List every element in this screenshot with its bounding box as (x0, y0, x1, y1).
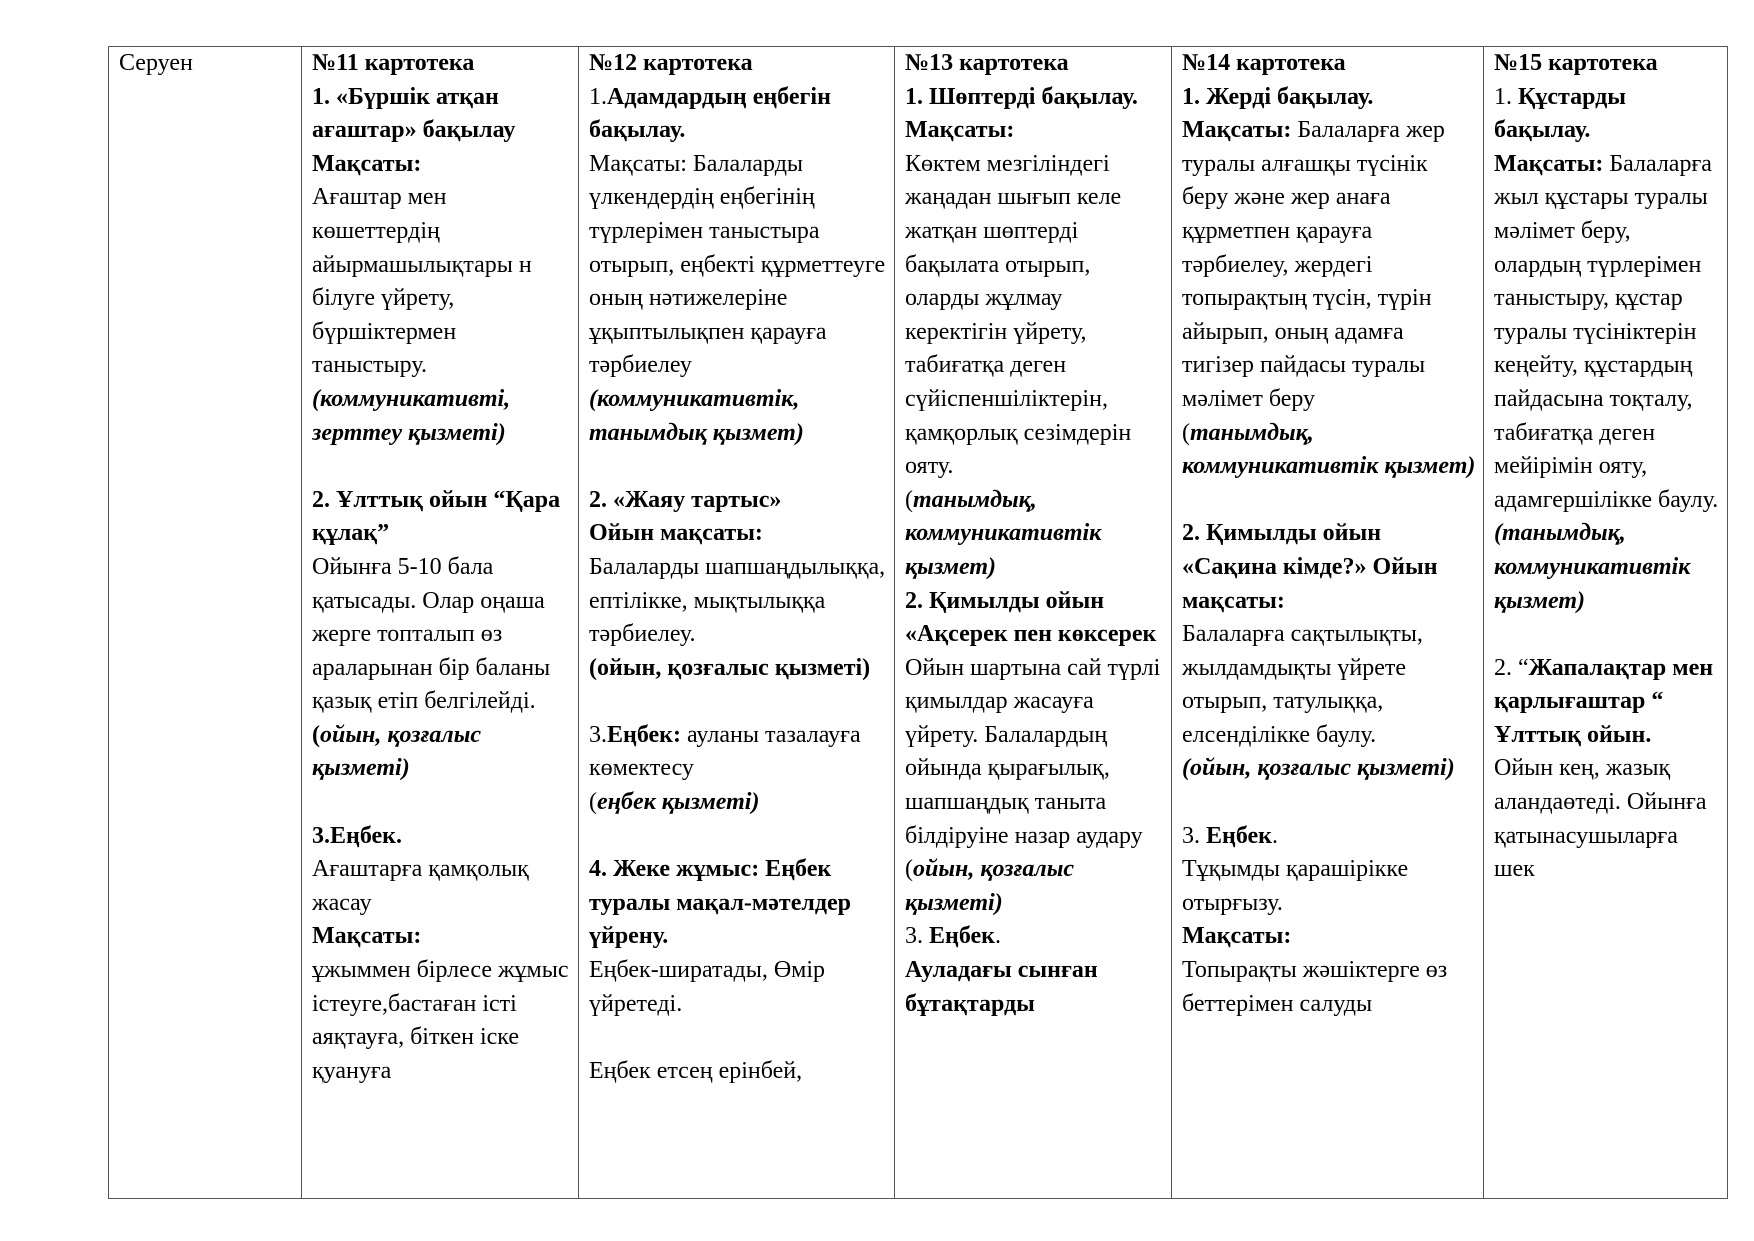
card-11-work-text: Ағаштарға қамқолық жасау (312, 856, 529, 916)
card-14-game-title: 2. Қимылды ойын «Сақина кімде?» Ойын мақсаты: (1182, 520, 1438, 614)
card-12-cell (579, 47, 895, 1199)
card-13-title: №13 картотека (905, 50, 1069, 76)
card-11-title: №11 картотека (312, 50, 475, 76)
card-14-work: 3. Еңбек. (1182, 822, 1278, 849)
card-14-work-goal-label: Мақсаты: (1182, 923, 1292, 950)
card-13-work-text: Ауладағы сынған бұтақтарды (905, 957, 1098, 1017)
card-11-game-text: Ойынға 5-10 бала қатысады. Олар оңаша жерге топталып өз араларынан бір баланы қазық етіп белгілейді. (312, 553, 551, 715)
card-14-observation: 1. Жерді бақылау. (1182, 83, 1374, 110)
card-11-game-title: 2. Ұлттық ойын “Қара құлақ” (312, 486, 561, 547)
card-13-game-text: Ойын шартына сай түрлі қимылдар жасауға үйрету. Балалардың ойында қырағылық, шапшаңдық танытa білдіруіне назар аудару (905, 654, 1161, 849)
card-13-work: 3. Еңбек. (905, 923, 1001, 950)
table-row (109, 47, 1728, 1199)
card-13-game-activity: (ойын, қозғалыс қызметі) (905, 856, 1075, 916)
card-12-individual-work: 4. Жеке жұмыс: Еңбек туралы мақал-мәтелдер үйрену. (589, 856, 851, 950)
card-14-game-text: Балаларға сақтылықты, жылдамдықты үйрете отырып, татулыққа, елсенділікке баулу. (1182, 621, 1423, 748)
row-label: Серуен (119, 50, 193, 76)
schedule-table (108, 46, 1728, 1199)
card-11-activity: (коммуникативті, зерттеу қызметі) (312, 385, 511, 446)
card-15-game: 2. “Жапалақтар мен қарлығаштар “ Ұлттық ойын. (1494, 654, 1714, 748)
card-11-goal-text: Ағаштар мен көшеттердің айырмашылықтары н білуге үйрету, бүршіктермен таныстыру. (312, 184, 532, 379)
card-11-game-activity: (ойын, қозғалыс қызметі) (312, 721, 482, 782)
card-14-work-goal-text: Топырақты жәшіктерге өз беттерімен салуды (1182, 957, 1448, 1017)
card-15-title: №15 картотека (1494, 50, 1658, 76)
card-14-work-text: Тұқымды қарашірікке отырғызу. (1182, 856, 1409, 916)
card-12-goal: Мақсаты: Балаларды үлкендердің еңбегінің түрлерімен таныстыра отырып, еңбекті құрметтеуге оның нәтижелеріне ұқыптылықпен қарауға тәрбиелеу (589, 150, 886, 379)
card-14-cell (1172, 47, 1484, 1199)
card-12-game-activity: (ойын, қозғалыс қызметі) (589, 654, 871, 681)
card-12-game-goal-text: Балаларды шапшаңдылыққа, ептілікке, мықтылыққа тәрбиелеу. (589, 553, 886, 648)
card-14-activity: (танымдық, коммуникативтік қызмет) (1182, 419, 1476, 480)
card-13-goal-label: Мақсаты: (905, 117, 1015, 144)
card-13-game-title: 2. Қимылды ойын «Ақсерек пен көксерек (905, 587, 1157, 648)
card-15-observation: 1. Құстарды бақылау. (1494, 83, 1627, 144)
card-12-game-title: 2. «Жаяу тартыс» (589, 486, 782, 513)
card-13-cell (895, 47, 1172, 1199)
card-15-game-text: Ойын кең, жазық аландаөтеді. Ойынға қатынасушыларға шек (1494, 755, 1707, 883)
card-12-work-activity: (еңбек қызметі) (589, 789, 760, 816)
row-label-cell (109, 47, 302, 1199)
card-15-goal: Мақсаты: Балаларға жыл құстары туралы мәлімет беру, олардың түрлерімен таныстыру, құстар туралы түсініктерін кеңейту, құстардың пайдасына тоқталу, табиғатқа деген мейірімін ояту, адамгершілікке баулу. (1494, 150, 1719, 513)
card-15-activity: (танымдық, коммуникативтік қызмет) (1494, 520, 1691, 614)
card-12-title: №12 картотека (589, 50, 753, 76)
card-12-observation: 1.Адамдардың еңбегін бақылау. (589, 83, 831, 144)
card-13-goal-text: Көктем мезгіліндегі жаңадан шығып келе жатқан шөптерді бақылата отырып, оларды жұлмау керектігін үйрету, табиғатқа деген сүйіспеншіліктерін, қамқорлық сезімдерін ояту. (905, 150, 1132, 480)
card-11-work-title: 3.Еңбек. (312, 822, 402, 849)
card-13-activity: (танымдық, коммуникативтік қызмет) (905, 486, 1102, 580)
card-13-observation: 1. Шөптерді бақылау. (905, 83, 1138, 110)
card-12-activity: (коммуникативтік, танымдық қызмет) (589, 385, 804, 446)
card-12-game-goal-label: Ойын мақсаты: (589, 520, 763, 547)
card-11-cell (302, 47, 579, 1199)
card-14-game-activity: (ойын, қозғалыс қызметі) (1182, 755, 1455, 782)
card-14-title: №14 картотека (1182, 50, 1346, 76)
card-11-work-goal-text: ұжыммен бірлесе жұмыс істеуге,бастаған істі аяқтауға, біткен іске қуануға (312, 957, 569, 1084)
card-12-work: 3.Еңбек: ауланы тазалауға көмектесу (589, 721, 861, 782)
card-14-goal: Мақсаты: Балаларға жер туралы алғашқы түсінік беру және жер анаға құрметпен қарауға тәрбиелеу, жердегі топырақтың түсін, түрін айырып, оның адамға тигізер пайдасы туралы мәлімет беру (1182, 117, 1445, 412)
card-11-work-goal-label: Мақсаты: (312, 923, 422, 950)
card-11-observation: 1. «Бүршік атқан ағаштар» бақылау (312, 83, 516, 144)
card-15-cell (1484, 47, 1728, 1199)
card-12-proverb-1: Еңбек-ширатады, Өмір үйретеді. (589, 957, 826, 1017)
card-11-goal-label: Мақсаты: (312, 150, 422, 177)
card-12-proverb-2: Еңбек етсең ерінбей, (589, 1057, 803, 1084)
